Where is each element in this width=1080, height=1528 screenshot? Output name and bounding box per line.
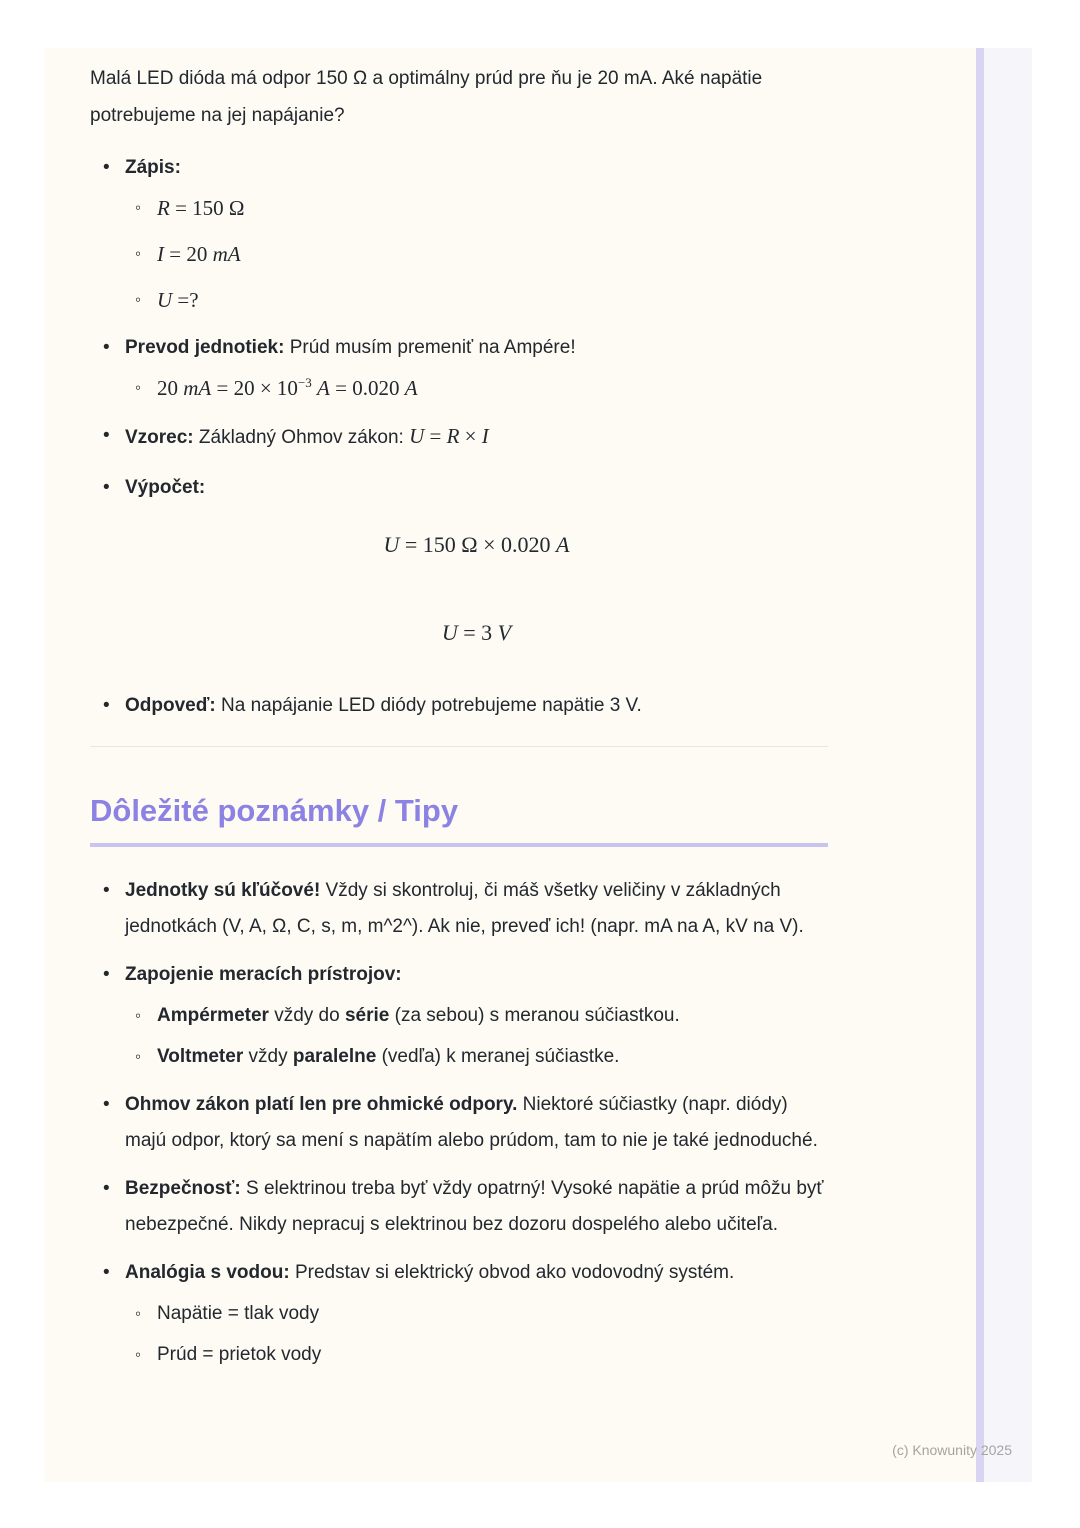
equation-line: U = 3 V: [441, 620, 512, 645]
step-lead: Výpočet:: [125, 477, 206, 498]
answer-text: Odpoveď: Na napájanie LED diódy potrebujeme napätie 3 V.: [125, 695, 642, 716]
list-item-tip: [90, 1087, 828, 1159]
tip-sub-text: Ampérmeter vždy do série (za sebou) s meranou súčiastkou.: [157, 1005, 680, 1026]
bullet-dot-icon: •: [103, 1094, 110, 1115]
math-expression: 20 mA = $20 \times 10^{-3}$ A = 0.020 A: [157, 375, 418, 400]
step-lead: Vzorec: Základný Ohmov zákon:: [125, 427, 410, 448]
tip-sub-text: Voltmeter vždy paralelne (vedľa) k meranej súčiastke.: [157, 1046, 620, 1067]
prevod-sublist: [125, 374, 828, 404]
list-item-tip: [90, 957, 828, 1075]
inline-math-expression: U = R × I: [409, 424, 489, 448]
list-item-vzorec: [90, 418, 828, 456]
list-item-prevod: [90, 330, 828, 404]
footer-credit: (c) Knowunity 2025: [892, 1442, 1012, 1458]
list-item-tip-sub: [125, 1337, 828, 1373]
tip-sublist: [125, 998, 828, 1075]
bullet-circle-icon: ◦: [135, 1345, 142, 1364]
bullet-circle-icon: ◦: [135, 378, 142, 397]
solution-steps-list: [90, 150, 828, 506]
bullet-dot-icon: •: [103, 477, 110, 498]
list-item-tip: [90, 873, 828, 945]
tip-text: Ohmov zákon platí len pre ohmické odpory. Niektoré súčiastky (napr. diódy) majú odpor, ktorý sa mení s napätím alebo prúdom, tam to nie je také jednoduché.: [125, 1094, 818, 1151]
bullet-circle-icon: ◦: [135, 1006, 142, 1025]
list-item-vypocet: [90, 470, 828, 506]
list-item-zapis: [90, 150, 828, 316]
list-item-tip-sub: [125, 1039, 828, 1075]
tip-sub-text: Prúd = prietok vody: [157, 1344, 322, 1365]
list-item-math: [125, 194, 828, 224]
tip-text: Zapojenie meracích prístrojov:: [125, 964, 402, 985]
bullet-dot-icon: •: [103, 1262, 110, 1283]
zapis-sublist: [125, 194, 828, 316]
list-item-math: [125, 240, 828, 270]
equation-line: U = 150 Ω × 0.020 A: [383, 532, 570, 557]
equation-block: [125, 532, 828, 646]
list-item-tip: [90, 1255, 828, 1373]
list-item-tip: [90, 1171, 828, 1243]
bullet-dot-icon: •: [103, 880, 110, 901]
tip-sub-text: Napätie = tlak vody: [157, 1303, 320, 1324]
bullet-dot-icon: •: [103, 337, 110, 358]
tips-list: [90, 873, 828, 1373]
math-expression: I = 20 mA: [157, 242, 241, 266]
list-item-math: [125, 374, 828, 404]
bullet-dot-icon: •: [103, 964, 110, 985]
bullet-dot-icon: •: [103, 425, 110, 446]
side-panel: [984, 48, 1032, 1482]
bullet-circle-icon: ◦: [135, 1304, 142, 1323]
math-expression: R = 150 Ω: [157, 196, 245, 220]
intro-paragraph: Malá LED dióda má odpor 150 Ω a optimálny prúd pre ňu je 20 mA. Aké napätie potrebujeme na jej napájanie?: [90, 68, 763, 126]
section-divider: [90, 746, 828, 747]
list-item-math: [125, 286, 828, 316]
document-page: [45, 48, 1032, 1482]
document-content: [90, 60, 828, 1385]
bullet-dot-icon: •: [103, 1178, 110, 1199]
bullet-circle-icon: ◦: [135, 290, 142, 309]
bullet-circle-icon: ◦: [135, 198, 142, 217]
math-expression: U =?: [157, 288, 199, 312]
tip-sublist: [125, 1296, 828, 1373]
bullet-circle-icon: ◦: [135, 1047, 142, 1066]
step-lead: Prevod jednotiek: Prúd musím premeniť na Ampére!: [125, 337, 576, 358]
section-heading: Dôležité poznámky / Tipy: [90, 791, 828, 847]
answer-list: [90, 688, 828, 724]
list-item-tip-sub: [125, 998, 828, 1034]
step-lead: Zápis:: [125, 157, 181, 178]
list-item-tip-sub: [125, 1296, 828, 1332]
tip-text: Jednotky sú kľúčové! Vždy si skontroluj, či máš všetky veličiny v základných jednotkách (V, A, Ω, C, s, m, m^2^). Ak nie, preveď ich! (napr. mA na A, kV na V).: [125, 880, 804, 937]
bullet-dot-icon: •: [103, 695, 110, 716]
list-item-answer: [90, 688, 828, 724]
page-edge-stripe: [976, 48, 984, 1482]
tip-text: Analógia s vodou: Predstav si elektrický obvod ako vodovodný systém.: [125, 1262, 735, 1283]
bullet-circle-icon: ◦: [135, 244, 142, 263]
tip-text: Bezpečnosť: S elektrinou treba byť vždy opatrný! Vysoké napätie a prúd môžu byť nebezpečné. Nikdy nepracuj s elektrinou bez dozoru dospelého alebo učiteľa.: [125, 1178, 824, 1235]
bullet-dot-icon: •: [103, 157, 110, 178]
